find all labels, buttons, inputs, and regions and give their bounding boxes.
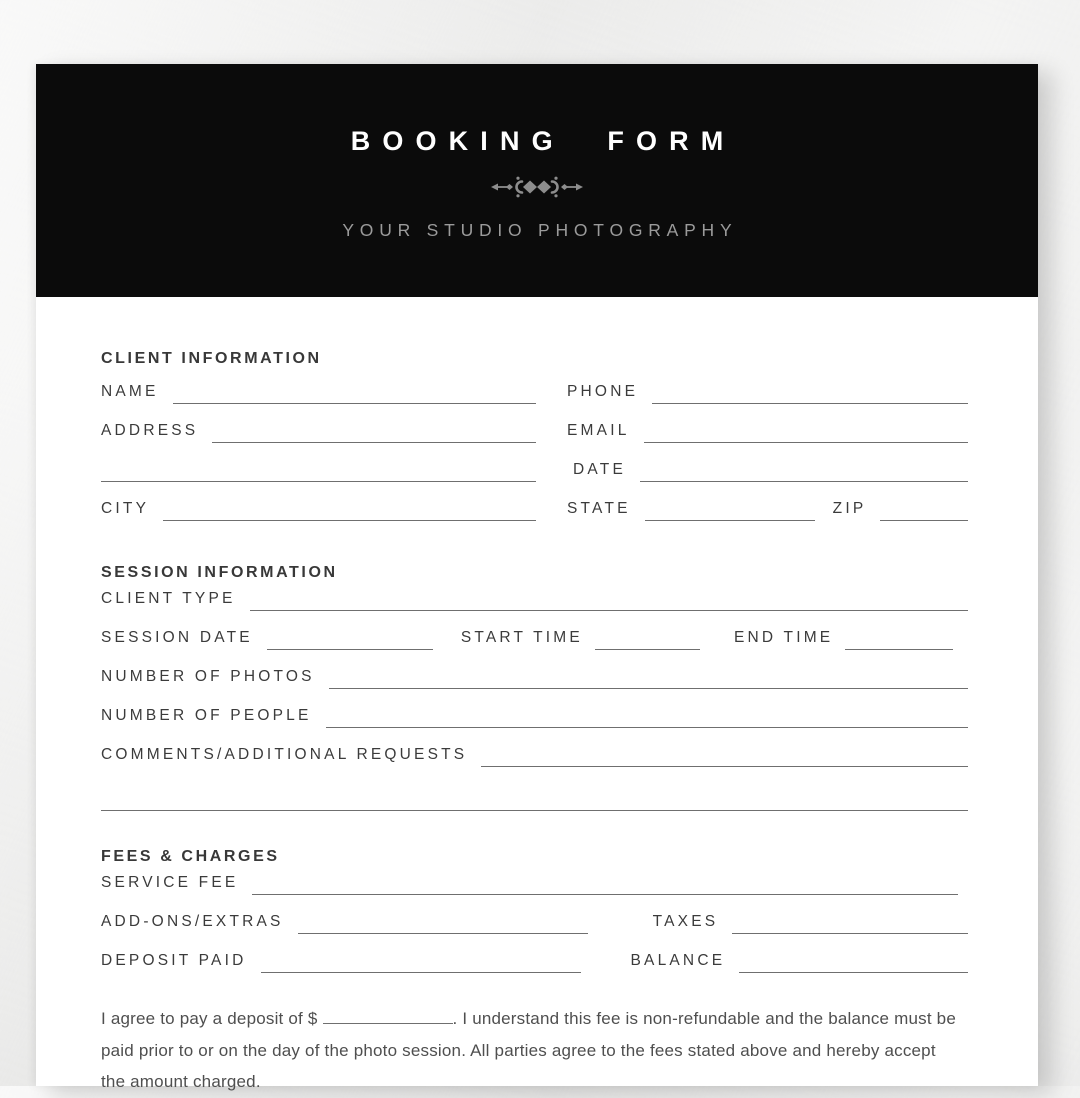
email-field bbox=[567, 419, 968, 443]
field-row-city-state-zip bbox=[101, 497, 968, 521]
address-input-line[interactable] bbox=[212, 419, 536, 443]
deposit-agreement-text bbox=[101, 1003, 956, 1098]
agreement-text-after-blank: . I understand this fee is non-refundable and the balance must be paid prior to or on the day of the photo session. All parties agree to the fees stated above and hereby accept the amount charged. bbox=[101, 1009, 956, 1091]
date-input-line[interactable] bbox=[640, 458, 968, 482]
field-row-name-phone bbox=[101, 380, 968, 404]
balance-input-line[interactable] bbox=[739, 949, 968, 973]
form-body bbox=[36, 350, 1038, 1098]
address2-input-line[interactable] bbox=[101, 458, 536, 482]
date-field bbox=[567, 458, 968, 482]
taxes-label: TAXES bbox=[652, 913, 719, 930]
name-input-line[interactable] bbox=[173, 380, 536, 404]
date-label: DATE bbox=[573, 461, 626, 478]
service-fee-label: SERVICE FEE bbox=[101, 874, 239, 891]
field-row-session-times bbox=[101, 626, 968, 650]
field-row-addons-taxes bbox=[101, 910, 968, 934]
city-field bbox=[101, 497, 536, 521]
end-time-input-line[interactable] bbox=[845, 626, 953, 650]
deposit-amount-input-line[interactable] bbox=[323, 1008, 453, 1024]
comments-label: COMMENTS/ADDITIONAL REQUESTS bbox=[101, 746, 468, 763]
state-zip-fields bbox=[567, 497, 968, 521]
number-of-photos-label: NUMBER OF PHOTOS bbox=[101, 668, 315, 685]
start-time-input-line[interactable] bbox=[595, 626, 700, 650]
add-ons-input-line[interactable] bbox=[298, 910, 588, 934]
field-row-comments-overflow bbox=[101, 787, 968, 811]
end-time-label: END TIME bbox=[733, 629, 834, 646]
taxes-input-line[interactable] bbox=[732, 910, 968, 934]
service-fee-input-line[interactable] bbox=[252, 871, 958, 895]
field-row-deposit-balance bbox=[101, 949, 968, 973]
email-label: EMAIL bbox=[567, 422, 630, 439]
deposit-paid-input-line[interactable] bbox=[261, 949, 581, 973]
agreement-text-before-blank: I agree to pay a deposit of $ bbox=[101, 1009, 318, 1028]
phone-field bbox=[567, 380, 968, 404]
deposit-paid-label: DEPOSIT PAID bbox=[101, 952, 247, 969]
client-type-input-line[interactable] bbox=[250, 587, 968, 611]
name-field bbox=[101, 380, 536, 404]
phone-input-line[interactable] bbox=[652, 380, 968, 404]
session-date-label: SESSION DATE bbox=[101, 629, 253, 646]
field-row-client-type bbox=[101, 587, 968, 611]
field-row-address2-date bbox=[101, 458, 968, 482]
field-row-address-email bbox=[101, 419, 968, 443]
field-row-number-of-photos bbox=[101, 665, 968, 689]
address-label: ADDRESS bbox=[101, 422, 199, 439]
balance-label: BALANCE bbox=[630, 952, 726, 969]
form-header bbox=[36, 64, 1038, 297]
client-information-heading: CLIENT INFORMATION bbox=[101, 350, 322, 367]
state-label: STATE bbox=[567, 500, 631, 517]
email-input-line[interactable] bbox=[644, 419, 968, 443]
number-of-photos-input-line[interactable] bbox=[329, 665, 968, 689]
zip-label: ZIP bbox=[832, 500, 867, 517]
booking-form-page bbox=[36, 64, 1038, 1091]
city-input-line[interactable] bbox=[163, 497, 536, 521]
zip-input-line[interactable] bbox=[880, 497, 968, 521]
comments-input-line[interactable] bbox=[481, 743, 968, 767]
name-label: NAME bbox=[101, 383, 159, 400]
phone-label: PHONE bbox=[567, 383, 639, 400]
address-field bbox=[101, 419, 536, 443]
city-label: CITY bbox=[101, 500, 150, 517]
address2-field bbox=[101, 458, 536, 482]
session-date-input-line[interactable] bbox=[267, 626, 433, 650]
add-ons-label: ADD-ONS/EXTRAS bbox=[101, 913, 284, 930]
field-row-number-of-people bbox=[101, 704, 968, 728]
ornament-divider-icon bbox=[489, 174, 585, 200]
studio-name: YOUR STUDIO PHOTOGRAPHY bbox=[342, 220, 738, 240]
field-row-service-fee bbox=[101, 871, 968, 895]
session-information-heading: SESSION INFORMATION bbox=[101, 564, 338, 581]
state-input-line[interactable] bbox=[645, 497, 815, 521]
comments-input-line-2[interactable] bbox=[101, 787, 968, 811]
start-time-label: START TIME bbox=[460, 629, 583, 646]
form-title: BOOKING FORM bbox=[350, 126, 736, 156]
fees-charges-heading: FEES & CHARGES bbox=[101, 848, 280, 865]
field-row-comments bbox=[101, 743, 968, 767]
client-type-label: CLIENT TYPE bbox=[101, 590, 236, 607]
number-of-people-input-line[interactable] bbox=[326, 704, 968, 728]
number-of-people-label: NUMBER OF PEOPLE bbox=[101, 707, 312, 724]
